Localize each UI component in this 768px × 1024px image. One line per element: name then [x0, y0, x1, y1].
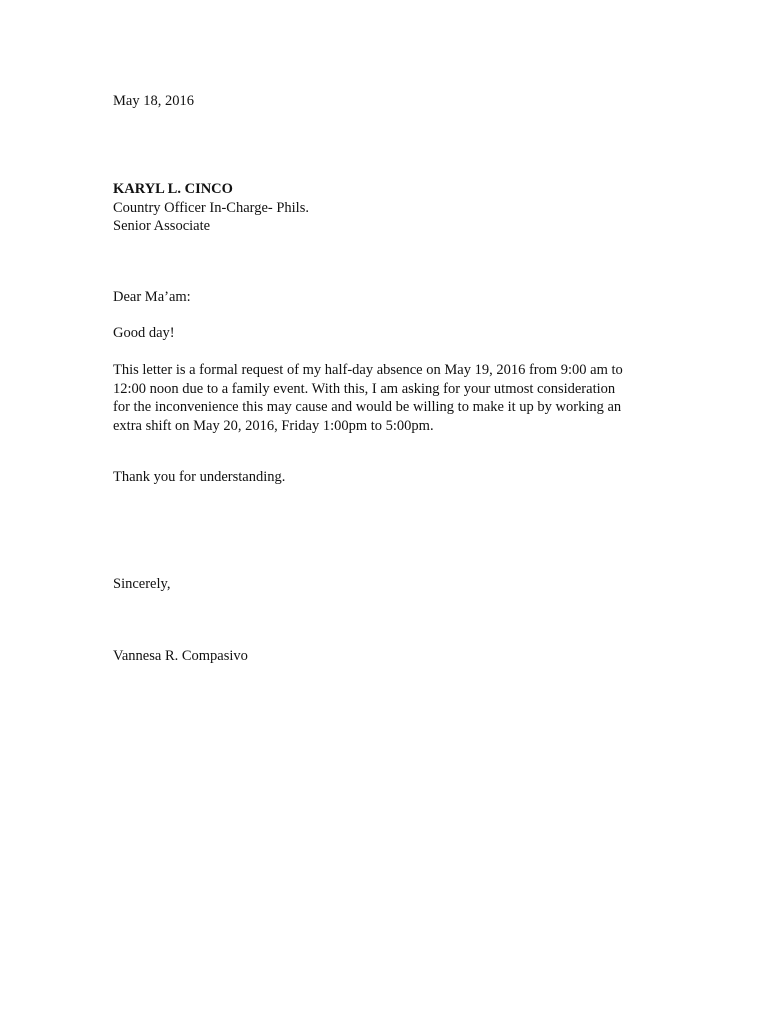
body-paragraph — [113, 361, 653, 435]
letter-date: May 18, 2016 — [113, 93, 194, 109]
body-line: for the inconvenience this may cause and would be willing to make it up by working an — [113, 399, 622, 415]
body-line: This letter is a formal request of my half-day absence on May 19, 2016 from 9:00 am to — [113, 362, 623, 378]
recipient-position: Senior Associate — [113, 218, 211, 234]
signature-name: Vannesa R. Compasivo — [113, 648, 248, 664]
thanks-line: Thank you for understanding. — [113, 469, 286, 485]
greeting: Good day! — [113, 325, 175, 341]
closing: Sincerely, — [113, 576, 171, 592]
recipient-title: Country Officer In-Charge- Phils. — [113, 200, 309, 216]
recipient-name: KARYL L. CINCO — [113, 181, 233, 197]
body-line: 12:00 noon due to a family event. With this, I am asking for your utmost consideration — [113, 380, 616, 397]
body-line: extra shift on May 20, 2016, Friday 1:00pm to 5:00pm. — [113, 417, 434, 434]
salutation: Dear Ma’am: — [113, 289, 191, 305]
